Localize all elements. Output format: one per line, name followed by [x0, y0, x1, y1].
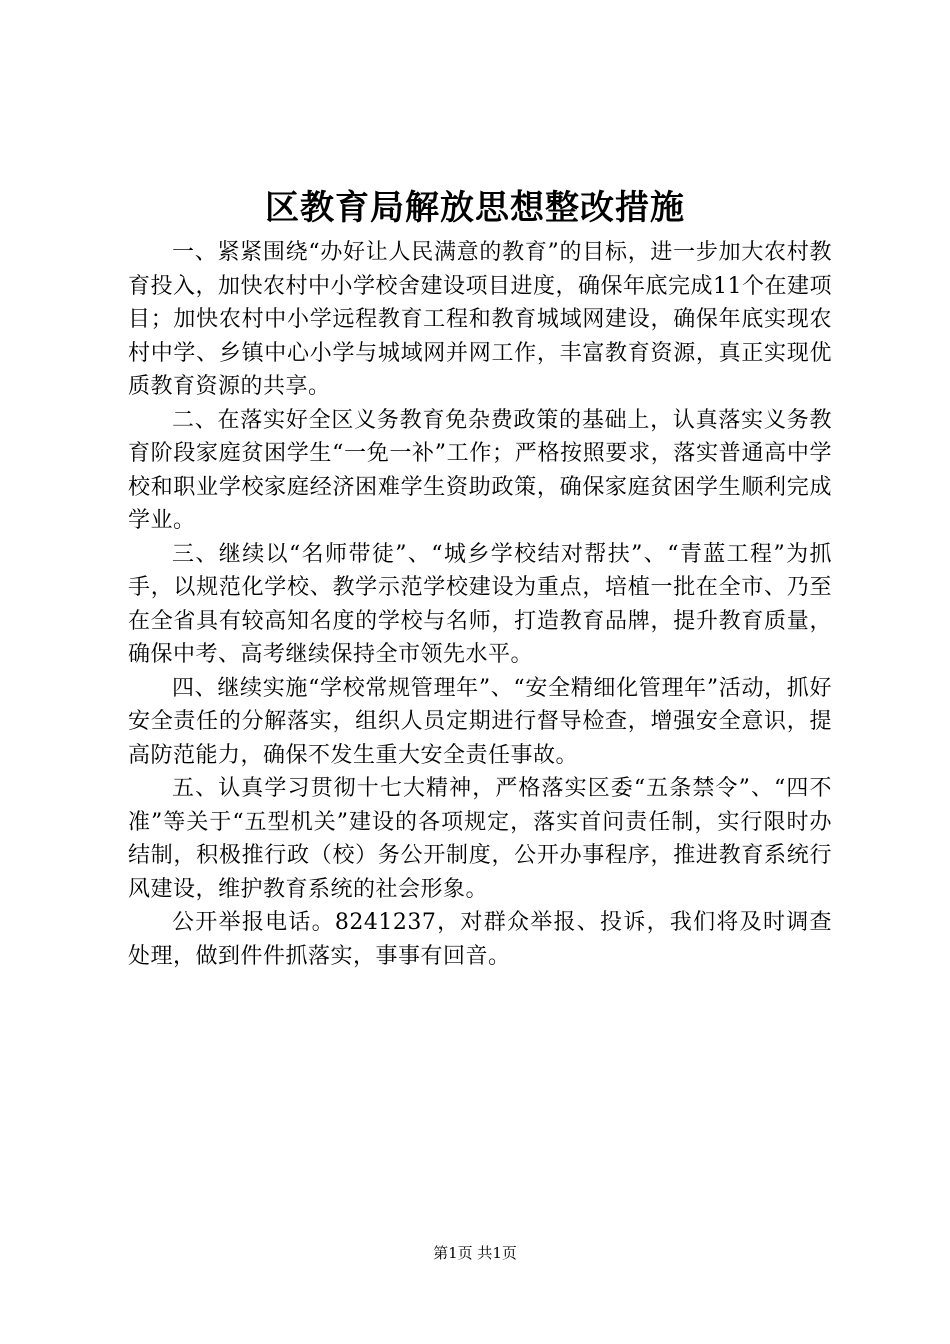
- document-body: [128, 236, 832, 973]
- paragraph-4: 四、继续实施“学校常规管理年”、“安全精细化管理年”活动，抓好安全责任的分解落实，组织人员定期进行督导检查，增强安全意识，提高防范能力，确保不发生重大安全责任事故。: [128, 675, 832, 768]
- page-number-footer: 第1页 共1页: [433, 1244, 517, 1262]
- document-title: 区教育局解放思想整改措施: [265, 188, 685, 228]
- paragraph-2: 二、在落实好全区义务教育免杂费政策的基础上，认真落实义务教育阶段家庭贫困学生“一免一补”工作；严格按照要求，落实普通高中学校和职业学校家庭经济困难学生资助政策，确保家庭贫困学生顺利完成学业。: [128, 407, 832, 533]
- paragraph-1: 一、紧紧围绕“办好让人民满意的教育”的目标，进一步加大农村教育投入，加快农村中小学校舍建设项目进度，确保年底完成11个在建项目；加快农村中小学远程教育工程和教育城域网建设，确保年底实现农村中学、乡镇中心小学与城域网并网工作，丰富教育资源，真正实现优质教育资源的共享。: [128, 240, 832, 399]
- paragraph-6: 公开举报电话。8241237，对群众举报、投诉，我们将及时调查处理，做到件件抓落实，事事有回音。: [128, 910, 832, 969]
- paragraph-5: 五、认真学习贯彻十七大精神，严格落实区委“五条禁令”、“四不准”等关于“五型机关”建设的各项规定，落实首问责任制，实行限时办结制，积极推行政（校）务公开制度，公开办事程序，推进教育系统行风建设，维护教育系统的社会形象。: [128, 776, 832, 902]
- paragraph-3: 三、继续以“名师带徒”、“城乡学校结对帮扶”、“青蓝工程”为抓手，以规范化学校、教学示范学校建设为重点，培植一批在全市、乃至在全省具有较高知名度的学校与名师，打造教育品牌，提升教育质量，确保中考、高考继续保持全市领先水平。: [128, 541, 832, 667]
